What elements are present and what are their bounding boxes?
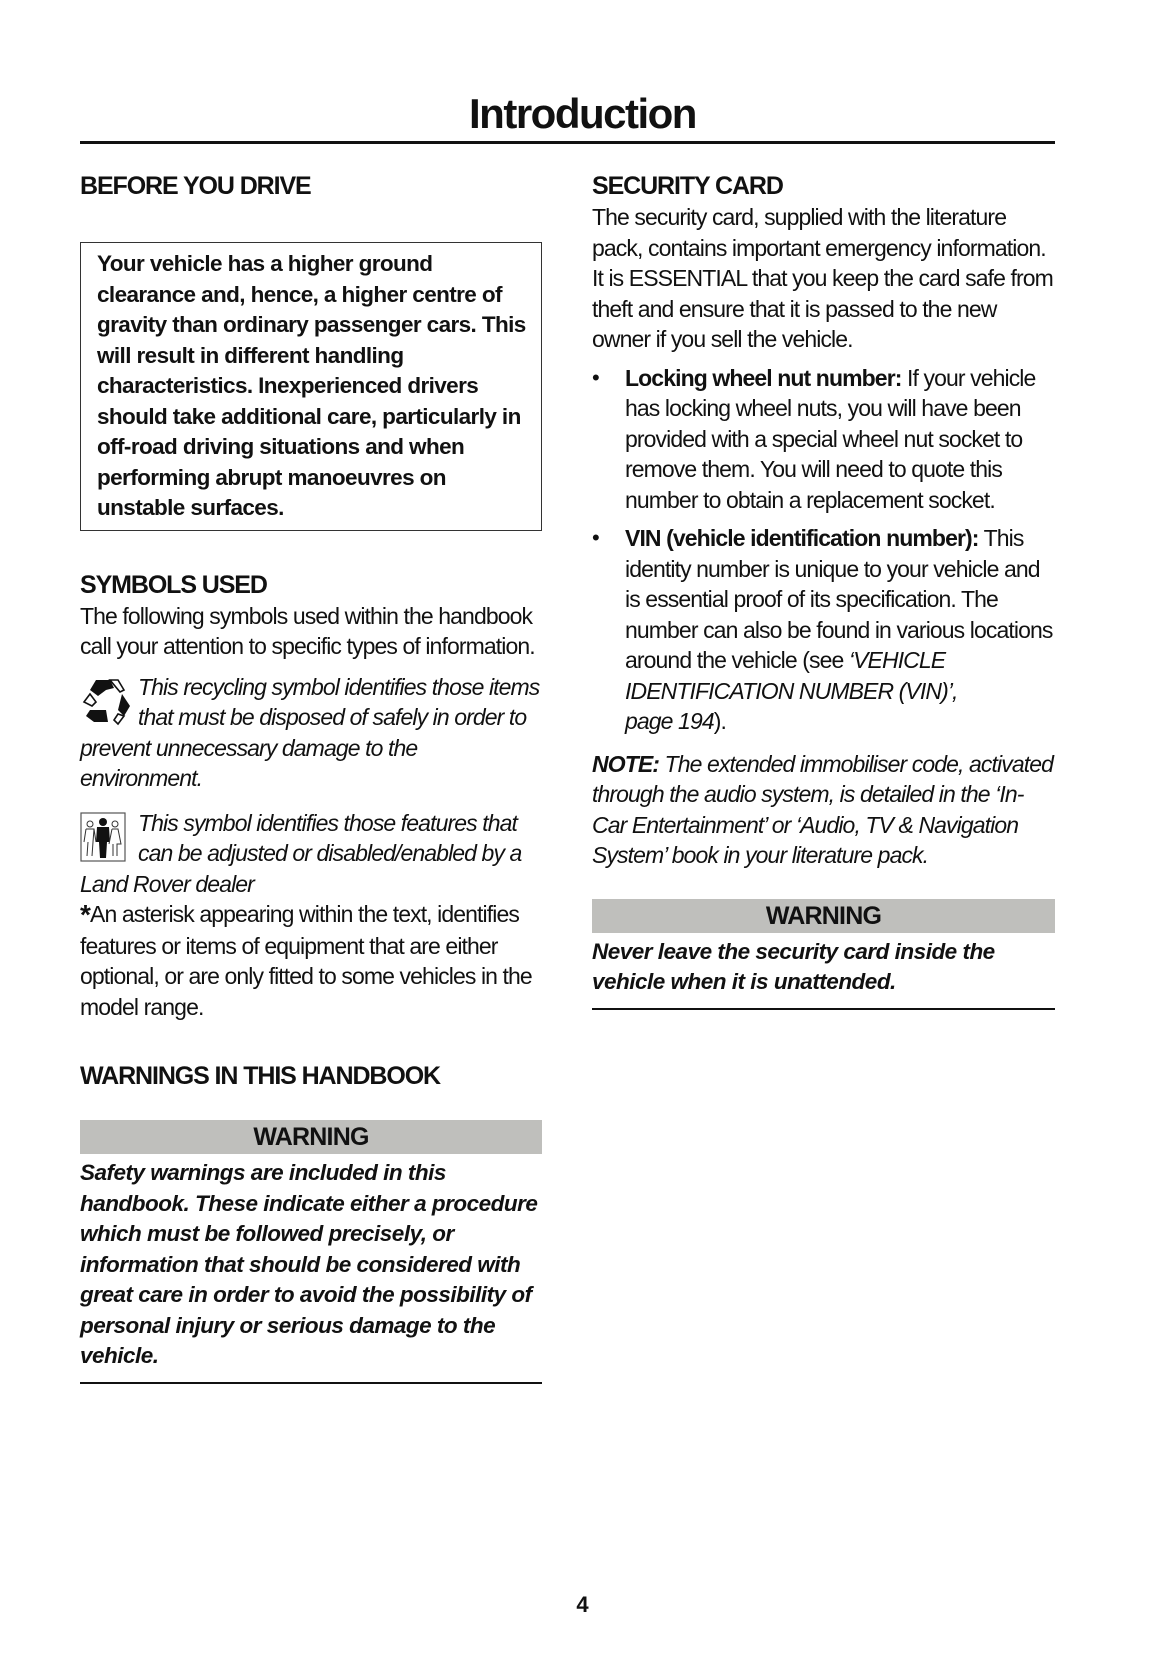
warning-text: Safety warnings are included in this handbook. These indicate either a procedure which must be followed precisely, or information that should be considered with great care in order to avoid the possibility of personal injury or serious damage to the vehicle. [80,1160,538,1368]
section-heading: WARNINGS IN THIS HANDBOOK [80,1062,441,1090]
symbols-used-section [80,569,542,1023]
before-you-drive-section [80,170,542,531]
left-column [80,170,542,1384]
warning-bottom-rule [592,1008,1055,1011]
warning-box [80,1120,542,1384]
note-label: NOTE: [592,750,660,777]
security-card-bullets [592,363,1055,737]
bullet-text: This identity number is unique to your vehicle and is essential proof of its specification. The number can also be found in various locations around the vehicle (see [625,525,1053,673]
cross-reference-title[interactable]: ‘VEHICLE IDENTIFICATION NUMBER (VIN)’, [625,647,958,704]
warnings-in-handbook-section [80,1060,542,1384]
section-heading: SYMBOLS USED [80,570,267,599]
asterisk-icon: * [80,899,90,930]
warning-label-bar: WARNING [592,899,1055,933]
dealer-people-icon [80,812,132,866]
security-card-intro: The security card, supplied with the literature pack, contains important emergency information. It is ESSENTIAL that you keep the card safe from theft and ensure that it is passed to the new owner if you sell the vehicle. [592,204,1053,352]
bullet-label: Locking wheel nut number: [625,364,902,391]
warning-box [592,899,1055,1011]
section-heading: BEFORE YOU DRIVE [80,172,311,200]
page-title: Introduction [469,90,696,137]
title-divider [80,141,1055,144]
symbol-description: This recycling symbol identifies those items that must be disposed of safely in order to prevent unnecessary damage to the environment. [80,673,540,791]
symbol-description: This symbol identifies those features that can be adjusted or disabled/enabled by a Land Rover dealer [80,809,522,897]
note-text: The extended immobiliser code, activated through the audio system, is detailed in the ‘In-Car Entertainment’ or ‘Audio, TV & Navigation System’ book in your literature pack. [592,750,1053,868]
boxed-caution-text: Your vehicle has a higher ground clearance and, hence, a higher centre of gravity than ordinary passenger cars. This will result in different handling characteristics. Inexperienced drivers should take additional care, particularly in off-road driving situations and when performing abrupt manoeuvres on unstable surfaces. [80,242,542,531]
warning-bottom-rule [80,1382,542,1385]
note-paragraph [592,749,1055,871]
cross-reference-page[interactable]: page 194 [625,708,714,734]
symbol-item-dealer [80,808,542,900]
asterisk-text: An asterisk appearing within the text, identifies features or items of equipment that are either optional, or are only fitted to some vehicles in the model range. [80,901,532,1020]
bullet-icon: • [592,525,599,550]
bullet-label: VIN (vehicle identification number): [625,525,979,551]
security-card-section [592,170,1055,1010]
warning-label-bar: WARNING [80,1120,542,1154]
warning-text: Never leave the security card inside the vehicle when it is unattended. [592,938,995,994]
asterisk-explanation [80,899,542,1022]
cross-reference-close: ). [713,708,726,734]
right-column [592,170,1055,1010]
page-number: 4 [576,1592,589,1617]
bullet-icon: • [592,364,599,390]
symbol-item-recycling [80,672,542,794]
symbols-intro-text: The following symbols used within the handbook call your attention to specific types of information. [80,602,535,659]
section-heading: SECURITY CARD [592,172,783,200]
bullet-text: If your vehicle has locking wheel nuts, you will have been provided with a special wheel nut socket to remove them. You will need to quote this number to obtain a replacement socket. [625,364,1036,513]
list-item [592,363,1055,516]
recycling-icon [80,676,132,730]
list-item [592,523,1055,737]
